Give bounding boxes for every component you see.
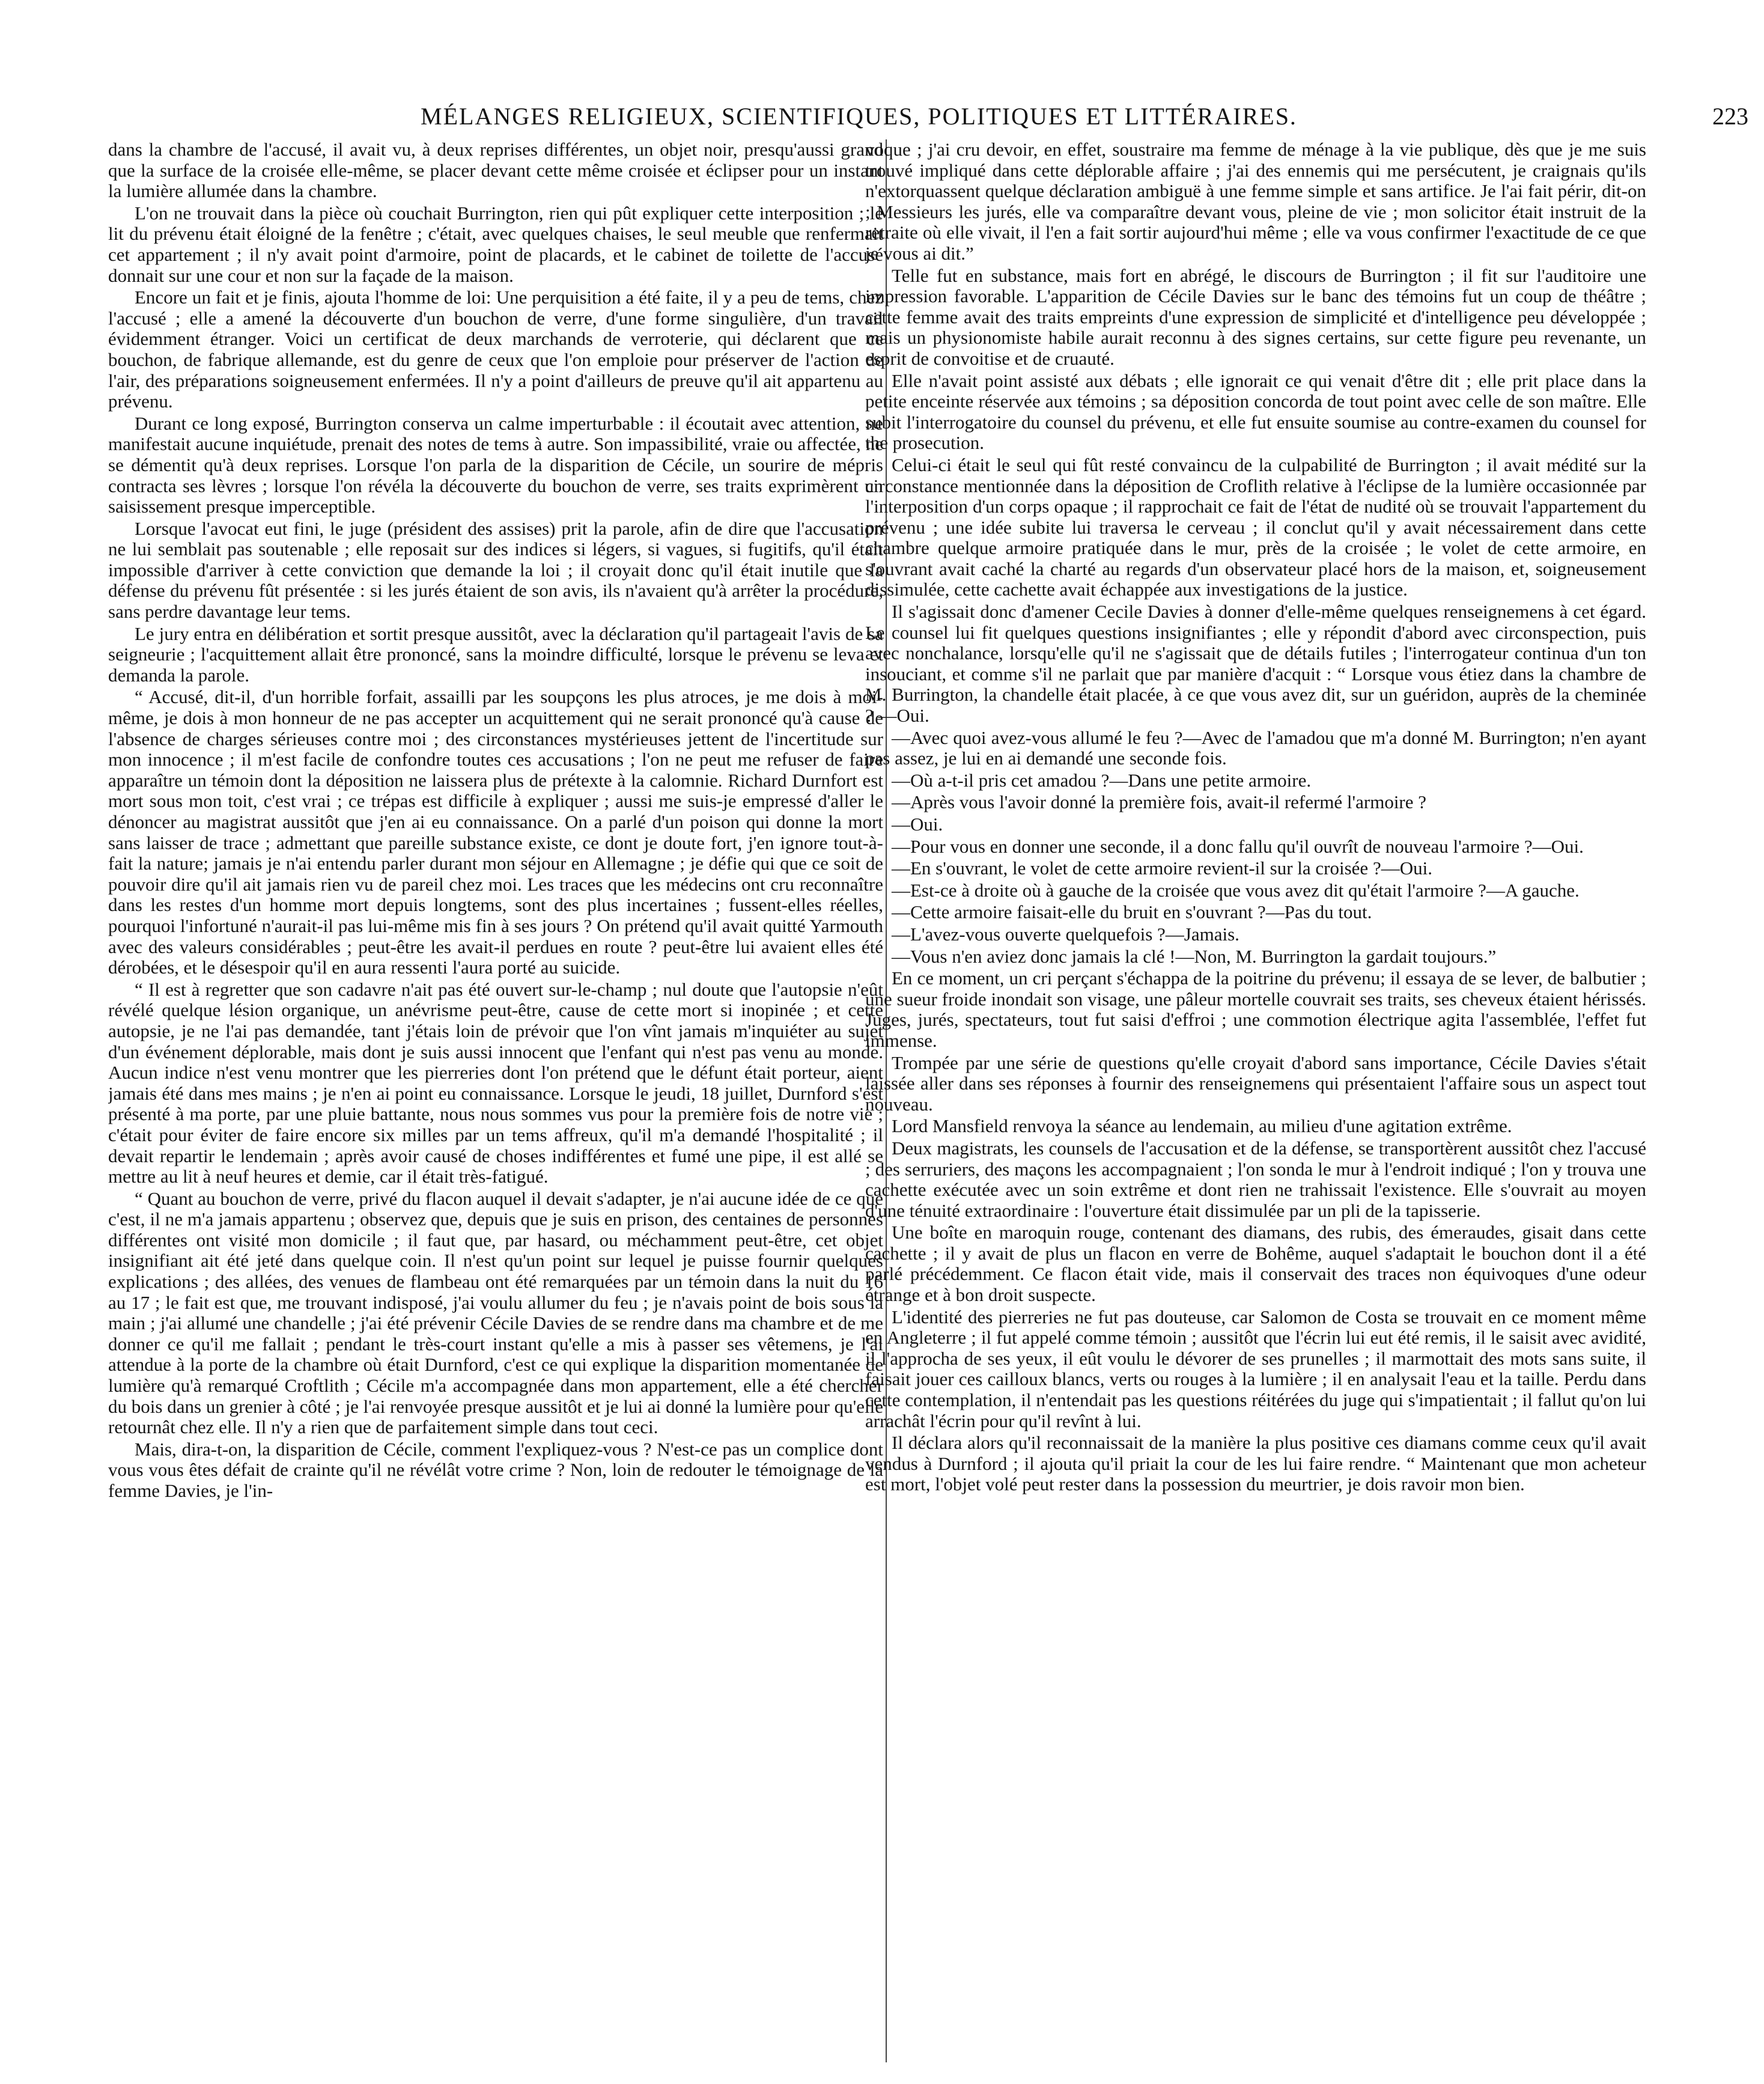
paragraph: —Oui. [892, 814, 943, 835]
paragraph: En ce moment, un cri perçant s'échappa de la poitrine du prévenu; il essaya de se lever, de balbutier ; une sueur froide inondait son visage, une pâleur mortelle couvrait ses traits, ses cheveux étaient hérissés. Juges, jurés, spectateurs, tout fut saisi d'effroi ; une commotion électrique agita l'assemblée, l'effet fut immense. [865, 967, 1646, 1051]
paragraph: Encore un fait et je finis, ajouta l'homme de loi: Une perquisition a été faite, il y a peu de tems, chez l'accusé ; elle a amené la découverte d'un bouchon de verre, d'une forme singulière, d'un travail évidemment étranger. Voici un certificat de deux marchands de verroterie, qui déclarent que ce bouchon, de fabrique allemande, est du genre de ceux que l'on emploie pour préserver de l'action de l'air, des préparations soigneusement enfermées. Il n'y a point d'ailleurs de preuve qu'il ait appartenu au prévenu. [108, 287, 883, 412]
paragraph: L'on ne trouvait dans la pièce où couchait Burrington, rien qui pût expliquer cette interposition ; le lit du prévenu était éloigné de la fenêtre ; c'était, avec quelques chaises, le seul meuble que renfermait cet appartement ; il n'y avait point d'armoire, point de placards, et le cabinet de toilette de l'accusé donnait sur une cour et non sur la façade de la maison. [108, 202, 883, 286]
left-column [108, 139, 883, 2062]
paragraph: Elle n'avait point assisté aux débats ; elle ignorait ce qui venait d'être dit ; elle prit place dans la petite enceinte réservée aux témoins ; sa déposition concorda de tout point avec celle de son maître. Elle subit l'interrogatoire du counsel du prévenu, et elle fut ensuite soumise au contre-examen du counsel for the prosecution. [865, 370, 1646, 454]
page-number: 223 [1712, 103, 1748, 130]
paragraph: —Pour vous en donner une seconde, il a donc fallu qu'il ouvrît de nouveau l'armoire ?—Oui. [892, 835, 1584, 857]
paragraph: Il s'agissait donc d'amener Cecile Davies à donner d'elle-même quelques renseignemens à cet égard. Le counsel lui fit quelques questions insignifiantes ; elle y répondit d'abord avec circonspection, puis avec nonchalance, lorsqu'elle qu'il ne s'agissait que de détails futiles ; l'interrogateur continua d'un ton insouciant, et comme s'il ne parlait que par manière d'acquit : “ Lorsque vous étiez dans la chambre de M. Burrington, la chandelle était placée, à ce que vous avez dit, sur un guéridon, auprès de la cheminée ? —Oui. [865, 601, 1646, 727]
paragraph: —Où a-t-il pris cet amadou ?—Dans une petite armoire. [892, 769, 1312, 791]
paragraph: “ Quant au bouchon de verre, privé du flacon auquel il devait s'adapter, je n'ai aucune idée de ce que c'est, il ne m'a jamais appartenu ; observez que, depuis que je suis en prison, des centaines de personnes différentes ont visité mon domicile ; il faut que, par hasard, ou méchamment peut-être, cet objet insignifiant ait été jeté dans quelque coin. Il n'est qu'un point sur lequel je puisse fournir quelques explications ; des allées, des venues de flambeau ont été remarquées par un témoin dans la nuit du 16 au 17 ; le fait est que, me trouvant indisposé, j'ai voulu allumer du feu ; je n'avais point de bois sous la main ; j'ai allumé une chandelle ; j'ai été prévenir Cécile Davies de se rendre dans ma chambre et de me donner ce qu'il me fallait ; pendant le très-court instant qu'elle a mis à passer ses vêtemens, je l'ai attendue à la porte de la chambre où était Durnford, c'est ce qui explique la disparition momentanée de lumière qu'à remarqué Croftlith ; Cécile m'a accompagnée dans mon appartement, elle a été chercher du bois dans un grenier à côté ; je l'ai renvoyée presque aussitôt et je lui ai donné la lumière pour qu'elle retournât chez elle. Il n'y a rien que de parfaitement simple dans tout ceci. [108, 1187, 883, 1438]
paragraph: voque ; j'ai cru devoir, en effet, soustraire ma femme de ménage à la vie publique, dès que je me suis trouvé impliqué dans cette déplorable affaire ; j'ai des ennemis qui me persécutent, je craignais qu'ils n'extorquassent quelque déclaration ambiguë à une femme simple et sans artifice. Je l'ai fait périr, dit-on ; Messieurs les jurés, elle va comparaître devant vous, pleine de vie ; mon solicitor était instruit de la retraite où elle vivait, il l'en a fait sortir aujourd'hui même ; elle va vous confirmer l'exactitude de ce que je vous ai dit.” [865, 139, 1646, 264]
paragraph: —Cette armoire faisait-elle du bruit en s'ouvrant ?—Pas du tout. [892, 901, 1372, 923]
paragraph: Deux magistrats, les counsels de l'accusation et de la défense, se transportèrent aussitôt chez l'accusé ; des serruriers, des maçons les accompagnaient ; l'on sonda le mur à l'endroit indiqué ; l'on y trouva une cachette exécutée avec un soin extrême et dont rien ne trahissait l'existence. Elle s'ouvrait au moyen d'une ténuité extraordinaire : l'ouverture était dissimulée par un pli de la tapisserie. [865, 1137, 1646, 1221]
paragraph: Telle fut en substance, mais fort en abrégé, le discours de Burrington ; il fit sur l'auditoire une impression favorable. L'apparition de Cécile Davies sur le banc des témoins fut un coup de théâtre ; cette femme avait des traits empreints d'une expression de simplicité et d'intelligence peu développée ; mais un physionomiste habile aurait reconnu à des signes certains, sur cette figure peu revenante, un esprit de convoitise et de cruauté. [865, 264, 1646, 369]
paragraph: Trompée par une série de questions qu'elle croyait d'abord sans importance, Cécile Davies s'était laissée aller dans ses réponses à fournir des renseignemens qui présentaient l'affaire sous un aspect tout nouveau. [865, 1052, 1646, 1115]
page-header [108, 102, 1748, 136]
right-column [865, 139, 1646, 2062]
paragraph: L'identité des pierreries ne fut pas douteuse, car Salomon de Costa se trouvait en ce moment même en Angleterre ; il fut appelé comme témoin ; aussitôt que l'écrin lui eut été remis, il le saisit avec avidité, il l'approcha de ses yeux, il eût voulu le dévorer de ses prunelles ; il marmottait des mots sans suite, il faisait jouer ces cailloux blancs, verts ou rouges à la lumière ; il en analysait l'eau et la taille. Perdu dans cette contemplation, il n'entendait pas les questions réitérées du juge qui s'impatientait ; il fallut qu'on lui arrachât l'écrin pour qu'il revînt à lui. [865, 1306, 1646, 1431]
paragraph: “ Accusé, dit-il, d'un horrible forfait, assailli par les soupçons les plus atroces, je me dois à moi-même, je dois à mon honneur de ne pas accepter un acquittement qui ne serait prononcé qu'à cause de l'absence de charges sérieuses contre moi ; des circonstances mystérieuses jettent de l'incertitude sur mon innocence ; il m'est facile de confondre toutes ces accusations ; l'on ne peut me refuser de faire apparaître un témoin dont la déposition ne laissera plus de prétexte à la calomnie. Richard Durnfort est mort sous mon toit, c'est vrai ; ce trépas est difficile à expliquer ; aussi me suis-je empressé d'aller le dénoncer au magistrat aussitôt que j'en ai eu connaissance. On a parlé d'un poison qui donne la mort sans laisser de trace ; admettant que pareille substance existe, ce dont je doute fort, j'en ignore tout-à-fait la nature; jamais je n'ai entendu parler durant mon séjour en Allemagne ; je défie qui que ce soit de pouvoir dire qu'il ait jamais rien vu de pareil chez moi. Les traces que les médecins ont cru reconnaître dans les restes d'un homme mort depuis longtems, sont des plus incertaines ; fussent-elles réelles, pourquoi l'infortuné n'aurait-il pas lui-même mis fin à ses jours ? On prétend qu'il avait quitté Yarmouth avec des valeurs considérables ; peut-être les avait-il perdues en route ? peut-être lui avaient elles été dérobées, et le désespoir qu'il en aura ressenti l'aura porté au suicide. [108, 686, 883, 978]
running-title: MÉLANGES RELIGIEUX, SCIENTIFIQUES, POLITIQUES ET LITTÉRAIRES. [421, 103, 1297, 130]
paragraph: —L'avez-vous ouverte quelquefois ?—Jamais. [892, 923, 1239, 945]
paragraph: —En s'ouvrant, le volet de cette armoire revient-il sur la croisée ?—Oui. [892, 858, 1432, 879]
paragraph: Celui-ci était le seul qui fût resté convaincu de la culpabilité de Burrington ; il avait médité sur la circonstance mentionnée dans la déposition de Croflith relative à l'éclipse de la lumière occasionnée par l'interposition d'un corps opaque ; il rapprochait ce fait de l'état de nudité où se trouvait l'appartement du prévenu ; une idée subite lui traversa le cerveau ; il conclut qu'il y avait nécessairement dans cette chambre quelque armoire pratiquée dans le mur, près de la croisée ; le volet de cette armoire, en s'ouvrant avait caché la charté au regards d'un observateur placé hors de la maison, et, soigneusement dissimulée, cette cachette avait échappée aux investigations de la justice. [865, 454, 1646, 600]
paragraph: Il déclara alors qu'il reconnaissait de la manière la plus positive ces diamans comme ceux qu'il avait vendus à Durnford ; il ajouta qu'il priait la cour de les lui faire rendre. “ Maintenant que mon acheteur est mort, l'objet volé peut rester dans la possession du meurtrier, je dois ravoir mon bien. [865, 1432, 1646, 1495]
paragraph: —Après vous l'avoir donné la première fois, avait-il refermé l'armoire ? [892, 791, 1427, 813]
paragraph: Une boîte en maroquin rouge, contenant des diamans, des rubis, des émeraudes, gisait dans cette cachette ; il y avait de plus un flacon en verre de Bohême, auquel s'adaptait le bouchon dont il a été parlé précédemment. Ce flacon était vide, mais il conservait des traces non équivoques d'une odeur étrange et à bon droit suspecte. [865, 1222, 1646, 1306]
paragraph: —Vous n'en aviez donc jamais la clé !—Non, M. Burrington la gardait toujours.” [892, 945, 1497, 967]
paragraph: Mais, dira-t-on, la disparition de Cécile, comment l'expliquez-vous ? N'est-ce pas un complice dont vous vous êtes défait de crainte qu'il ne révélât votre crime ? Non, loin de redouter le témoignage de la femme Davies, je l'in- [108, 1438, 883, 1501]
paragraph: Le jury entra en délibération et sortit presque aussitôt, avec la déclaration qu'il partageait l'avis de sa seigneurie ; l'acquittement allait être prononcé, sans la moindre difficulté, lorsque le prévenu se leva et demanda la parole. [108, 623, 883, 686]
paragraph: “ Il est à regretter que son cadavre n'ait pas été ouvert sur-le-champ ; nul doute que l'autopsie n'eût révélé quelque lésion organique, un anévrisme peut-être, cause de cette mort si inopinée ; et cette autopsie, je ne l'ai pas demandée, tant j'étais loin de prévoir que l'on vînt jamais m'inquiéter au sujet d'un événement déplorable, mais dont je suis aussi innocent que l'enfant qui n'est pas venu au monde. Aucun indice n'est venu montrer que les pierreries dont l'on prétend que le défunt était porteur, aient jamais été dans mes mains ; je n'en ai point eu connaissance. Lorsque le jeudi, 18 juillet, Durnford s'est présenté à ma porte, par une pluie battante, nous nous sommes vus pour la première fois de notre vie ; c'était pour éviter de faire encore six milles par un tems affreux, qu'il m'a demandé l'hospitalité ; il devait repartir le lendemain ; après avoir causé de choses indifférentes et fumé une pipe, il est allé se mettre au lit à neuf heures et demie, car il était très-fatigué. [108, 978, 883, 1187]
paragraph: —Est-ce à droite où à gauche de la croisée que vous avez dit qu'était l'armoire ?—A gauche. [892, 879, 1580, 901]
paragraph: —Avec quoi avez-vous allumé le feu ?—Avec de l'amadou que m'a donné M. Burrington; n'en ayant pas assez, je lui en ai demandé une seconde fois. [865, 727, 1646, 769]
paragraph: Lorsque l'avocat eut fini, le juge (président des assises) prit la parole, afin de dire que l'accusation ne lui semblait pas soutenable ; elle reposait sur des indices si légers, si vagues, si fugitifs, qu'il était impossible d'arriver à cette conviction que demande la loi ; il croyait donc qu'il était inutile que la défense du prévenu fût présentée : si les jurés étaient de son avis, ils n'avaient qu'à arrêter la procédure, sans perdre davantage leur tems. [108, 517, 883, 623]
paragraph: Durant ce long exposé, Burrington conserva un calme imperturbable : il écoutait avec attention, ne manifestait aucune inquiétude, prenait des notes de tems à autre. Son impassibilité, vraie ou affectée, ne se démentit qu'à deux reprises. Lorsque l'on parla de la disparition de Cécile, un sourire de mépris contracta ses lèvres ; lorsque l'on révéla la découverte du bouchon de verre, ses traits exprimèrent un saisissement presque imperceptible. [108, 412, 883, 517]
paragraph: dans la chambre de l'accusé, il avait vu, à deux reprises différentes, un objet noir, presqu'aussi grand que la surface de la croisée elle-même, se placer devant cette même croisée et éclipser pour un instant la lumière allumée dans la chambre. [108, 139, 883, 202]
paragraph: Lord Mansfield renvoya la séance au lendemain, au milieu d'une agitation extrême. [892, 1115, 1512, 1137]
